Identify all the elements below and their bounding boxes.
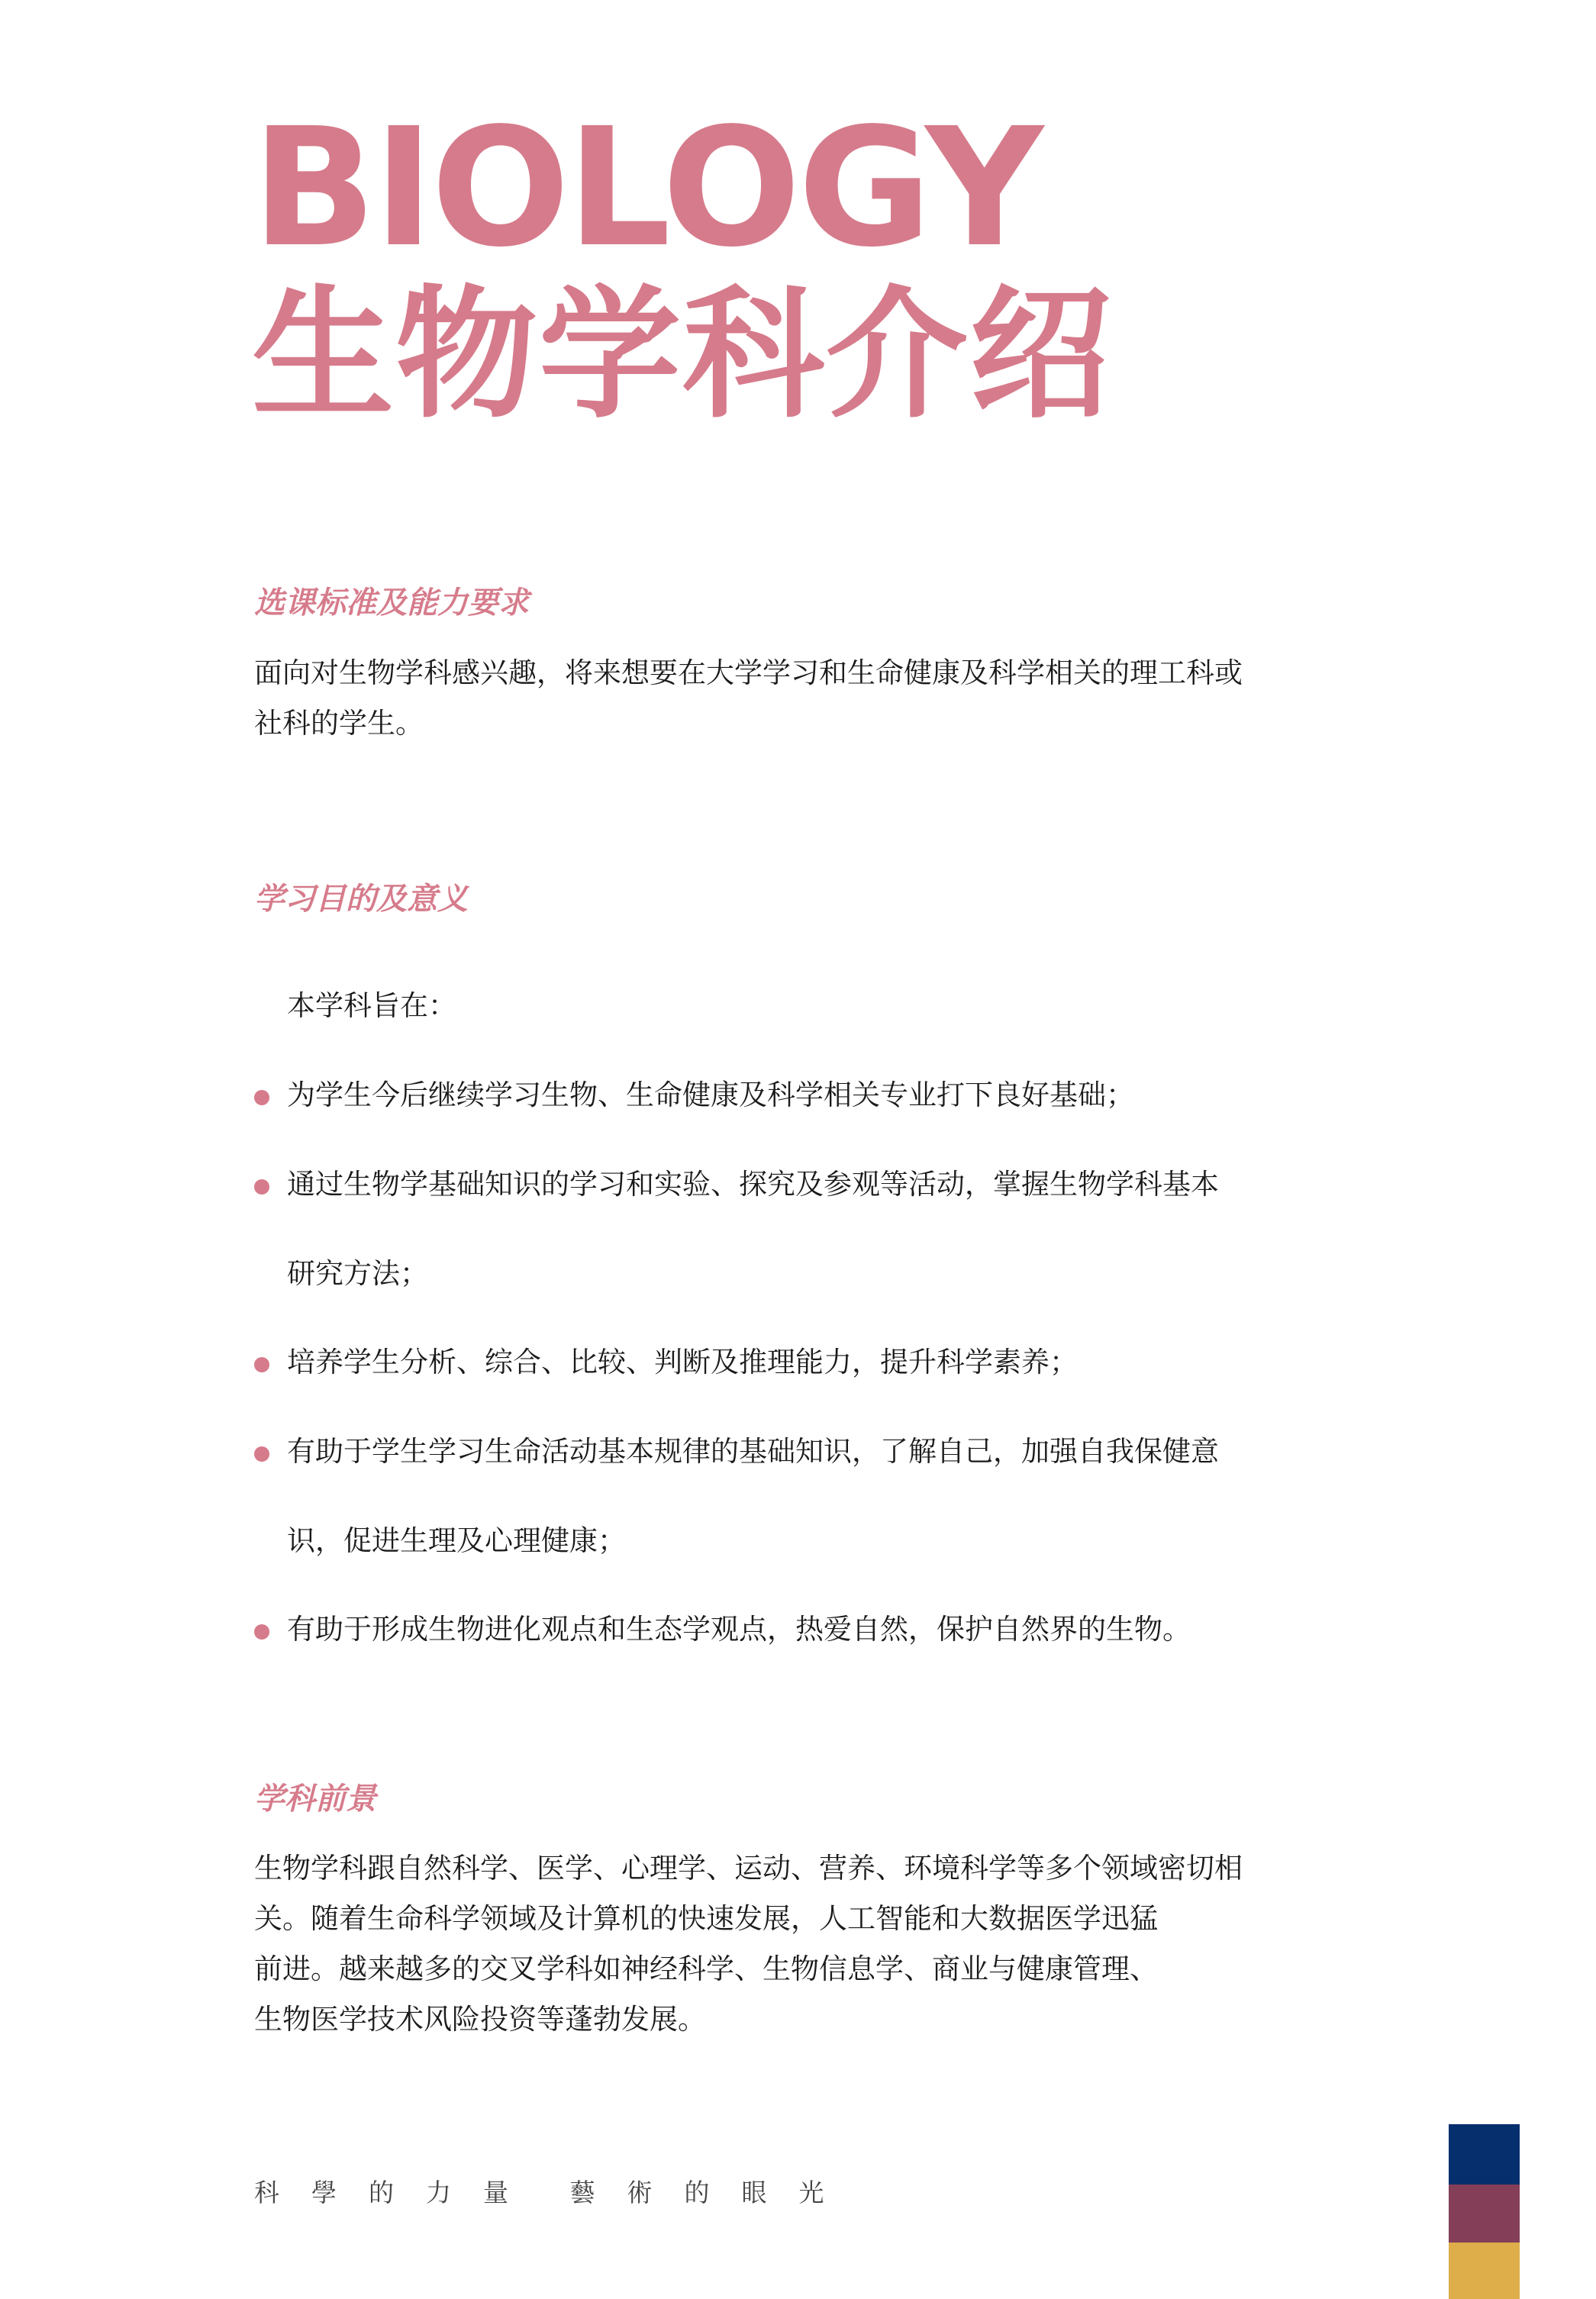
heading-purpose: 学习目的及意义 [254,881,468,917]
paragraph-line: 生物医学技术风险投资等蓬勃发展。 [254,2003,706,2036]
bullet-text-continued: 识，促进生理及心理健康； [287,1524,626,1557]
title-chinese: 生物学科介绍 [252,272,1114,437]
bullet-dot [254,1446,269,1462]
paragraph-prospect [254,1843,1243,2045]
paragraph-line: 前进。越来越多的交叉学科如神经科学、生物信息学、商业与健康管理、 [254,1952,1158,1985]
bullet-dot [254,1357,269,1372]
bullet-text: 培养学生分析、综合、比较、判断及推理能力，提升科学素养； [287,1346,1078,1378]
paragraph-line: 面向对生物学科感兴趣，将来想要在大学学习和生命健康及科学相关的理工科或 [254,656,1243,689]
footer-slogan [254,2180,856,2205]
color-swatch-gold [1449,2243,1520,2299]
bullet-dot [254,1090,269,1105]
bullet-text: 有助于学生学习生命活动基本规律的基础知识，了解自己，加强自我保健意 [287,1435,1219,1468]
color-swatch-navy [1449,2124,1520,2185]
heading-prospect: 学科前景 [254,1781,376,1817]
heading-selection-criteria: 选课标准及能力要求 [254,585,529,621]
footer-slogan-left: 科學的力量 [254,2178,540,2207]
bullet-dot [254,1179,269,1195]
bullet-text-continued: 研究方法； [287,1257,428,1290]
bullet-text: 通过生物学基础知识的学习和实验、探究及参观等活动，掌握生物学科基本 [287,1168,1219,1201]
paragraph-line: 生物学科跟自然科学、医学、心理学、运动、营养、环境科学等多个领域密切相 [254,1852,1243,1885]
bullet-text: 有助于形成生物进化观点和生态学观点，热爱自然，保护自然界的生物。 [287,1613,1191,1646]
paragraph-line: 关。随着生命科学领域及计算机的快速发展，人工智能和大数据医学迅猛 [254,1902,1158,1935]
purpose-intro: 本学科旨在： [287,989,456,1022]
bullet-text: 为学生今后继续学习生物、生命健康及科学相关专业打下良好基础； [287,1079,1134,1111]
footer-slogan-right: 藝術的眼光 [569,2178,856,2207]
bullet-dot [254,1624,269,1640]
paragraph-line: 社科的学生。 [254,707,424,740]
color-swatch-plum [1449,2185,1520,2243]
paragraph-selection-criteria [254,648,1243,749]
title-english: BIOLOGY [252,93,1041,283]
